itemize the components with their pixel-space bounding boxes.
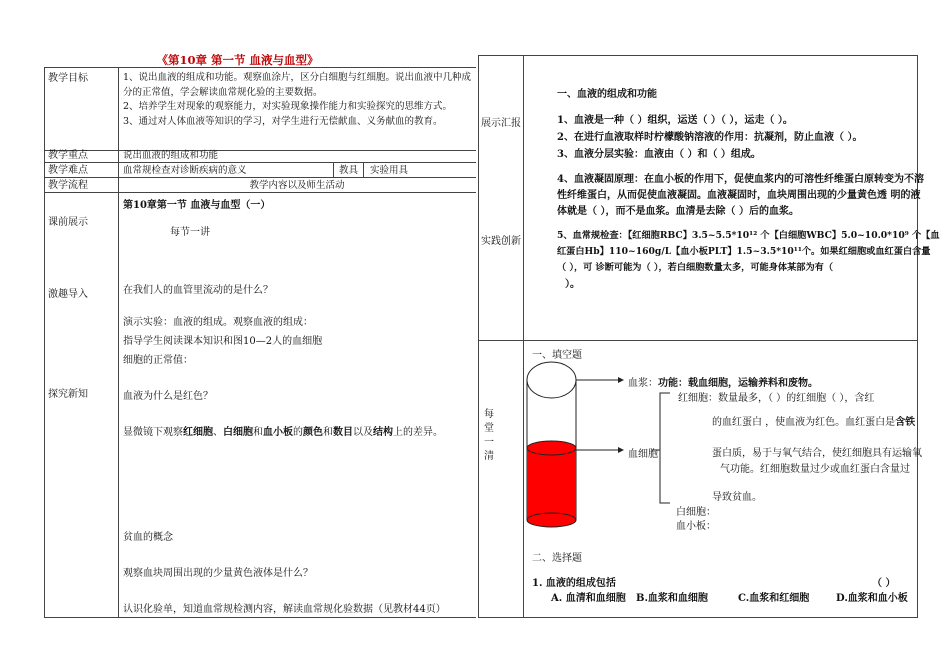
text: 功能：载血细胞，运输养料和废物。	[658, 378, 818, 389]
flow-text: 教学内容以及师生活动	[249, 180, 345, 191]
text: 结构	[373, 427, 393, 438]
question-red-color: 血液为什么是红色？	[123, 391, 213, 402]
cell-bracket	[660, 393, 670, 503]
text: 堂	[484, 423, 494, 434]
difficulty-label: 教学难点	[48, 165, 88, 176]
tube-top	[527, 362, 576, 398]
plasma-label	[628, 374, 818, 389]
option-d[interactable]: D.血浆和血小板	[836, 593, 908, 604]
label-daily-clear	[484, 408, 494, 464]
rbc-line: 红细胞：数量最多，（ ）的红细胞（ ），含红	[678, 393, 875, 404]
text: 含铁	[895, 417, 916, 428]
text: 上的差异。	[393, 427, 443, 438]
text: 、	[213, 427, 223, 438]
question-1: 1. 血液的组成包括	[532, 578, 616, 589]
left-table-top-border	[44, 67, 476, 68]
label-preview: 课前展示	[48, 217, 88, 228]
row-divider	[44, 162, 476, 163]
label-explore: 探究新知	[48, 389, 88, 400]
text: 白细胞	[223, 427, 253, 438]
goals-label: 教学目标	[48, 73, 88, 84]
text: 和	[323, 427, 333, 438]
arrow-head	[618, 447, 624, 453]
s1-line: 4、血液凝固原理：在血小板的作用下，促使血浆内的可溶性纤维蛋白原转变为不溶	[557, 174, 924, 185]
section1-title: 一、血液的组成和功能	[557, 89, 657, 100]
difficulty-text: 血常规检查对诊断疾病的意义	[123, 165, 247, 176]
platelet-label: 血小板：	[676, 521, 716, 532]
rbc-line	[712, 413, 915, 428]
s1-line: ）。	[565, 279, 580, 290]
flow-label: 教学流程	[48, 180, 88, 191]
option-c[interactable]: C.血浆和红细胞	[738, 593, 810, 604]
text: 以及	[353, 427, 373, 438]
fill-title: 一、填空题	[532, 350, 582, 361]
question-blood-vessel: 在我们人的血管里流动的是什么？	[123, 285, 273, 296]
question-yellow-fluid: 观察血块周围出现的少量黄色液体是什么？	[123, 568, 313, 579]
s1-line: （ ），可 诊断可能为（ ），若白细胞数量太多，可能身体某部为有（	[557, 262, 834, 273]
key-point-label: 教学重点	[48, 150, 88, 161]
label-intro: 激趣导入	[48, 289, 88, 300]
text: 血小板	[263, 427, 293, 438]
tool-label: 教具	[339, 165, 359, 176]
text: 每	[484, 409, 494, 420]
label-practice: 实践创新	[481, 236, 521, 247]
text: 数目	[333, 427, 353, 438]
tool-value: 实验用具	[370, 165, 409, 176]
anemia-concept: 贫血的概念	[123, 532, 173, 543]
text: 清	[484, 451, 494, 462]
label-report: 展示汇报	[481, 118, 521, 129]
text: 显微镜下观察	[123, 427, 183, 438]
rbc-line: 蛋白质，易于与氧气结合，使红细胞具有运输氧	[712, 448, 922, 459]
tube-bottom	[527, 513, 576, 527]
question-1-answer-paren: （ ）	[872, 578, 896, 589]
key-point-text: 说出血液的组成和功能	[123, 150, 219, 161]
right-table-bottom-border	[478, 617, 918, 618]
s1-line: 5、血常规检查：【红细胞RBC】3.5~5.5*10¹² 个【白细胞WBC】5.0~10.0*10⁹ 个【血	[557, 230, 940, 241]
demo-line: 细胞的正常值：	[123, 355, 193, 366]
option-b[interactable]: B.血浆和血细胞	[636, 593, 708, 604]
text: 的血红蛋白 ，使血液为红色。血红蛋白是	[712, 417, 896, 428]
left-table-bottom-border	[44, 617, 476, 618]
s1-line: 体就是（ ），而不是血浆。血清是去除（ ）后的血浆。	[557, 206, 799, 217]
goal-line: 2、培养学生对现象的观察能力，对实验现象操作能力和实验探究的思维方式。	[123, 101, 453, 112]
content-heading: 第10章第一节 血液与血型（一）	[123, 200, 271, 211]
lab-report-task: 认识化验单，知道血常规检测内容，解读血常规化验数据（见教材44页）	[123, 604, 446, 615]
microscope-task	[123, 423, 443, 438]
text: 血浆：	[628, 378, 658, 389]
text: 颜色	[303, 427, 323, 438]
s1-line: 2、在进行血液取样时柠檬酸钠溶液的作用：抗凝剂，防止血液（ ）。	[557, 132, 863, 143]
rbc-line: 气功能。红细胞数量过少或血红蛋白含量过	[720, 464, 910, 475]
goal-line: 3、通过对人体血液等知识的学习，对学生进行无偿献血、义务献血的教育。	[123, 115, 443, 127]
blood-cells-layer	[527, 448, 576, 520]
s1-line: 1、血液是一种（ ）组织，运送（ ）（ ），运走（ ）。	[557, 115, 793, 126]
text: 和	[253, 427, 263, 438]
arrow-head	[618, 377, 624, 383]
goals-content	[123, 71, 475, 129]
option-a[interactable]: A. 血清和血细胞	[551, 593, 626, 604]
blood-cell-label: 血细胞	[628, 449, 658, 460]
s1-line: 3、血液分层实验：血液由（ ）和（ ）组成。	[557, 149, 761, 160]
page-title: 《第10章 第一节 血液与血型》	[156, 53, 319, 67]
blood-surface	[527, 441, 576, 455]
s1-line: 性纤维蛋白，从而促使血液凝固。血液凝固时，血块周围出现的少量黄色透 明的液	[557, 190, 921, 201]
choice-title: 二、选择题	[532, 553, 582, 564]
text: 红细胞	[183, 427, 213, 438]
demo-line: 指导学生阅读课本知识和图10—2人的血细胞	[123, 336, 323, 347]
s1-line: 红蛋白Hb】110~160g/L【血小板PLT】1.5~3.5*10¹¹个。如果红细胞或血红蛋白含量	[557, 246, 931, 257]
text: 的	[293, 427, 303, 438]
daily-lecture: 每节一讲	[170, 227, 210, 238]
row-divider	[44, 150, 476, 151]
wbc-label: 白细胞：	[676, 507, 716, 518]
goal-line: 1、说出血液的组成和功能。观察血涂片，区分白细胞与红细胞。说出血液中几种成	[123, 72, 472, 83]
text: 一	[484, 437, 494, 448]
cell-divider	[333, 162, 334, 177]
demo-line: 演示实验：血液的组成。观察血液的组成：	[123, 317, 313, 328]
right-row-divider	[478, 340, 918, 341]
goal-line: 分的正常值，学会解读血常规化验的主要数据。	[123, 86, 323, 98]
rbc-line: 导致贫血。	[712, 492, 762, 503]
right-table-left-border	[478, 55, 479, 617]
cell-divider	[363, 162, 364, 177]
right-table-top-border	[478, 55, 918, 56]
